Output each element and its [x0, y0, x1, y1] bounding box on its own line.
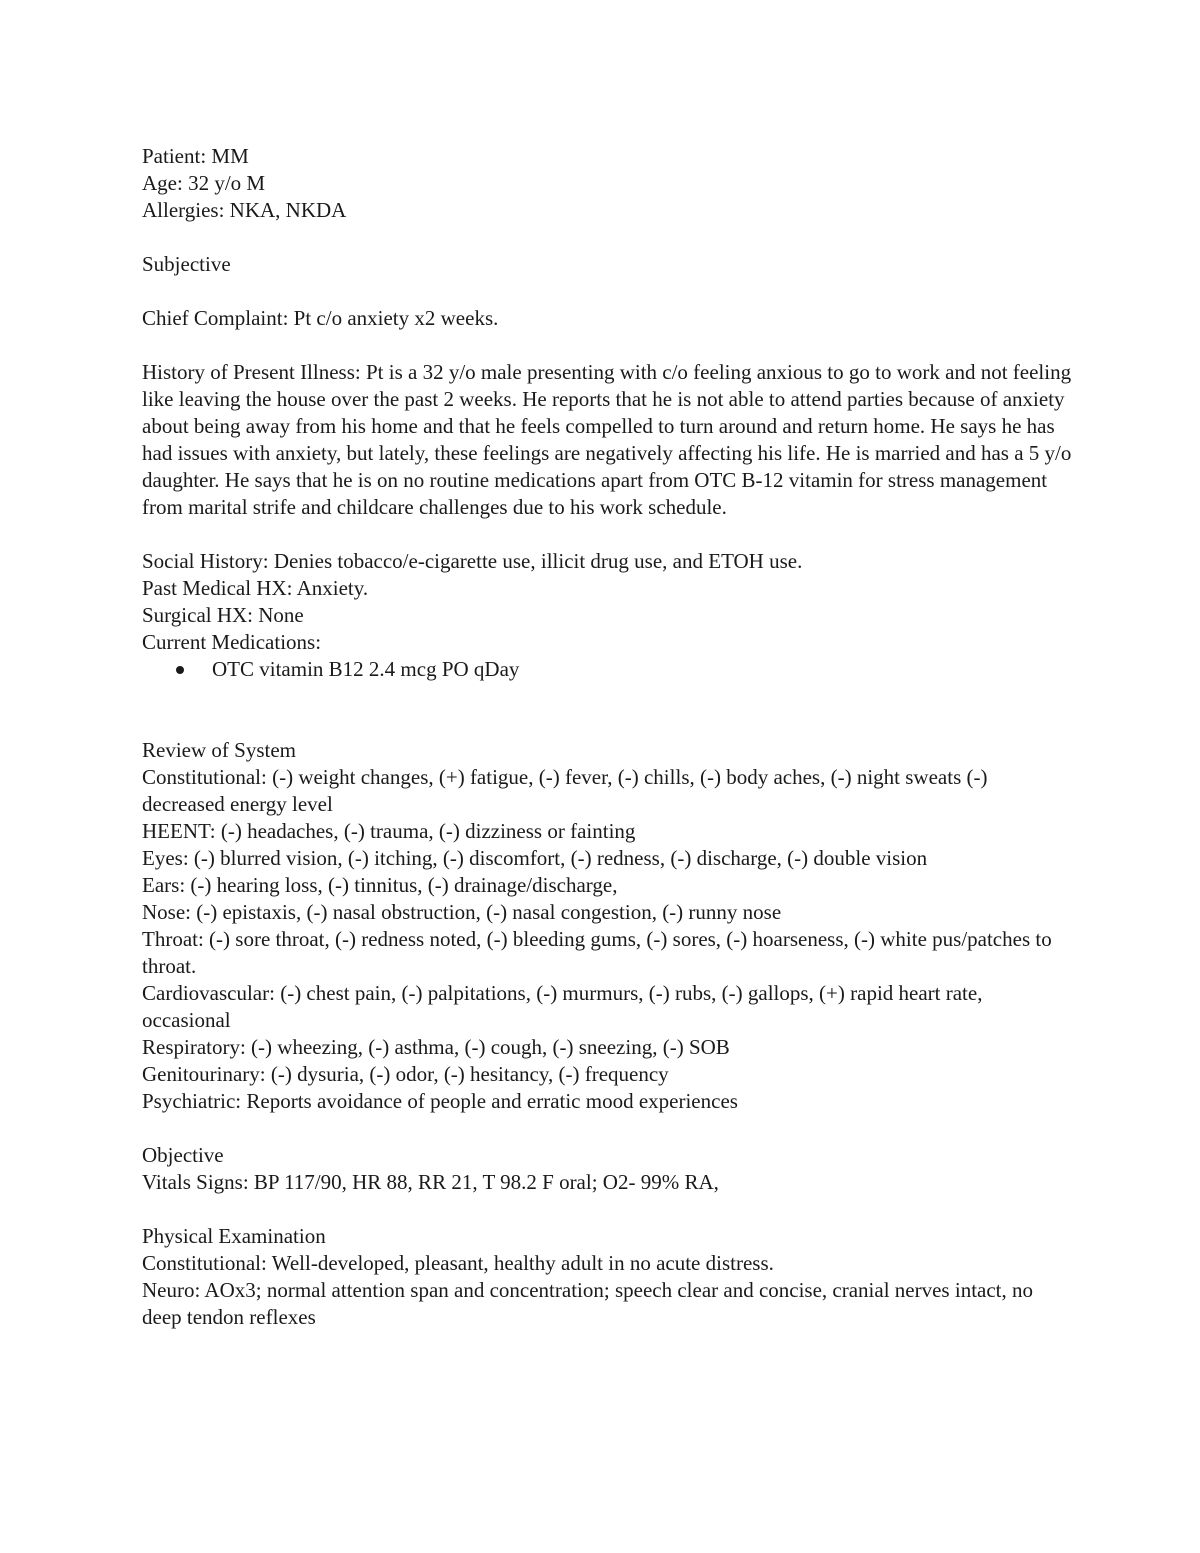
spacer: [142, 278, 1072, 305]
spacer: [142, 1196, 1072, 1223]
medication-list: [142, 656, 1072, 683]
surgical-history: Surgical HX: None: [142, 603, 304, 627]
ros-psychiatric: Psychiatric: Reports avoidance of people and erratic mood experiences: [142, 1089, 738, 1113]
spacer: [142, 521, 1072, 548]
pe-neuro: Neuro: AOx3; normal attention span and concentration; speech clear and concise, cranial nerves intact, no deep tendon reflexes: [142, 1278, 1034, 1329]
vital-signs: Vitals Signs: BP 117/90, HR 88, RR 21, T 98.2 F oral; O2- 99% RA,: [142, 1170, 719, 1194]
current-medications-label: Current Medications:: [142, 630, 322, 654]
chief-complaint: Chief Complaint: Pt c/o anxiety x2 weeks.: [142, 306, 499, 330]
age-line: Age: 32 y/o M: [142, 171, 266, 195]
social-history: Social History: Denies tobacco/e-cigarette use, illicit drug use, and ETOH use.: [142, 549, 803, 573]
history-present-illness: History of Present Illness: Pt is a 32 y/o male presenting with c/o feeling anxious to go to work and not feeling like leaving the house over the past 2 weeks. He reports that he is not able to attend parties because of anxiety about being away from his home and that he feels compelled to turn around and return home. He says he has had issues with anxiety, but lately, these feelings are negatively affecting his life. He is married and has a 5 y/o daughter. He says that he is on no routine medications apart from OTC B-12 vitamin for stress management from marital strife and childcare challenges due to his work schedule.: [142, 360, 1072, 519]
document-page: [142, 143, 1072, 1331]
objective-heading: Objective: [142, 1143, 224, 1167]
patient-line: Patient: MM: [142, 144, 249, 168]
spacer: [142, 224, 1072, 251]
ros-respiratory: Respiratory: (-) wheezing, (-) asthma, (-) cough, (-) sneezing, (-) SOB: [142, 1035, 730, 1059]
spacer: [142, 1115, 1072, 1142]
medication-text: OTC vitamin B12 2.4 mcg PO qDay: [212, 657, 520, 681]
ros-throat: Throat: (-) sore throat, (-) redness noted, (-) bleeding gums, (-) sores, (-) hoarseness, (-) white pus/patches to throat.: [142, 927, 1052, 978]
physical-exam-heading: Physical Examination: [142, 1224, 326, 1248]
ros-constitutional: Constitutional: (-) weight changes, (+) fatigue, (-) fever, (-) chills, (-) body aches, (-) night sweats (-) decreased energy level: [142, 765, 988, 816]
spacer: [142, 683, 1072, 710]
ros-heent: HEENT: (-) headaches, (-) trauma, (-) dizziness or fainting: [142, 819, 636, 843]
spacer: [142, 710, 1072, 737]
subjective-heading: Subjective: [142, 252, 231, 276]
bullet-icon: [176, 666, 184, 674]
pe-constitutional: Constitutional: Well-developed, pleasant, healthy adult in no acute distress.: [142, 1251, 774, 1275]
ros-heading: Review of System: [142, 738, 296, 762]
ros-eyes: Eyes: (-) blurred vision, (-) itching, (-) discomfort, (-) redness, (-) discharge, (-) double vision: [142, 846, 928, 870]
ros-cardiovascular: Cardiovascular: (-) chest pain, (-) palpitations, (-) murmurs, (-) rubs, (-) gallops, (+) rapid heart rate, occasional: [142, 981, 983, 1032]
allergies-line: Allergies: NKA, NKDA: [142, 198, 347, 222]
list-item: [142, 656, 1072, 683]
spacer: [142, 332, 1072, 359]
ros-nose: Nose: (-) epistaxis, (-) nasal obstruction, (-) nasal congestion, (-) runny nose: [142, 900, 782, 924]
past-medical-history: Past Medical HX: Anxiety.: [142, 576, 369, 600]
ros-genitourinary: Genitourinary: (-) dysuria, (-) odor, (-) hesitancy, (-) frequency: [142, 1062, 669, 1086]
ros-ears: Ears: (-) hearing loss, (-) tinnitus, (-) drainage/discharge,: [142, 873, 618, 897]
